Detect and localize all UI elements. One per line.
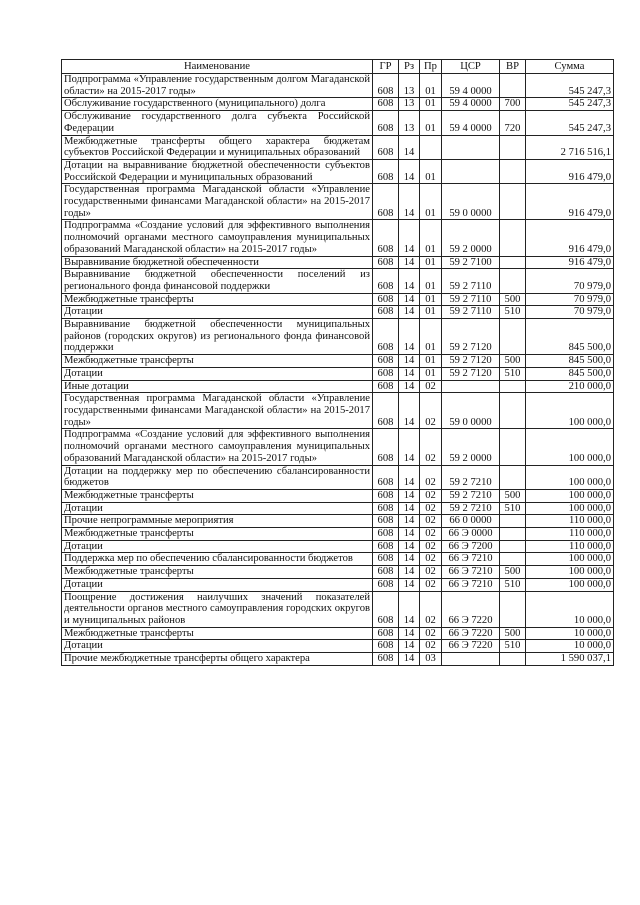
cell-name: Дотации на выравнивание бюджетной обеспеченности субъектов Российской Федерации и муниципальных образований (62, 159, 373, 183)
table-row (62, 380, 614, 393)
cell-pr: 01 (420, 367, 442, 380)
table-row (62, 553, 614, 566)
cell-rz: 14 (399, 640, 420, 653)
cell-gr: 608 (373, 591, 399, 627)
cell-name: Прочие межбюджетные трансферты общего характера (62, 653, 373, 666)
cell-pr: 01 (420, 159, 442, 183)
cell-sum: 100 000,0 (526, 429, 614, 465)
cell-vr: 720 (500, 111, 526, 135)
cell-csr: 66 Э 7220 (442, 591, 500, 627)
cell-rz: 14 (399, 293, 420, 306)
cell-rz: 13 (399, 111, 420, 135)
header-gr: ГР (373, 60, 399, 74)
cell-name: Обслуживание государственного долга субъекта Российской Федерации (62, 111, 373, 135)
cell-sum: 70 979,0 (526, 306, 614, 319)
cell-csr: 66 0 0000 (442, 515, 500, 528)
cell-csr: 59 4 0000 (442, 74, 500, 98)
cell-sum: 916 479,0 (526, 184, 614, 220)
cell-rz: 13 (399, 98, 420, 111)
cell-rz: 14 (399, 319, 420, 355)
cell-pr: 01 (420, 98, 442, 111)
cell-vr (500, 653, 526, 666)
cell-vr (500, 269, 526, 293)
table-row (62, 355, 614, 368)
cell-sum: 210 000,0 (526, 380, 614, 393)
cell-csr: 66 Э 7210 (442, 578, 500, 591)
table-row (62, 540, 614, 553)
cell-name: Государственная программа Магаданской области «Управление государственными финансами Магаданской области» на 2015-2017 годы» (62, 184, 373, 220)
cell-sum: 100 000,0 (526, 489, 614, 502)
cell-name: Подпрограмма «Управление государственным долгом Магаданской области» на 2015-2017 годы» (62, 74, 373, 98)
cell-csr: 59 0 0000 (442, 393, 500, 429)
cell-name: Дотации (62, 306, 373, 319)
cell-sum: 1 590 037,1 (526, 653, 614, 666)
table-row (62, 627, 614, 640)
table-row (62, 269, 614, 293)
cell-sum: 100 000,0 (526, 502, 614, 515)
cell-name: Межбюджетные трансферты общего характера бюджетам субъектов Российской Федерации и муниципальных образований (62, 135, 373, 159)
cell-vr (500, 515, 526, 528)
cell-vr: 510 (500, 367, 526, 380)
cell-vr (500, 380, 526, 393)
cell-sum: 110 000,0 (526, 540, 614, 553)
cell-pr: 02 (420, 393, 442, 429)
cell-pr: 02 (420, 591, 442, 627)
budget-table-page (61, 59, 613, 666)
cell-rz: 14 (399, 380, 420, 393)
cell-name: Поддержка мер по обеспечению сбалансированности бюджетов (62, 553, 373, 566)
header-rz: Рз (399, 60, 420, 74)
cell-csr: 59 2 7120 (442, 355, 500, 368)
cell-vr: 510 (500, 306, 526, 319)
cell-pr: 01 (420, 220, 442, 256)
cell-gr: 608 (373, 515, 399, 528)
cell-csr: 59 4 0000 (442, 98, 500, 111)
cell-csr: 66 Э 7220 (442, 627, 500, 640)
cell-vr (500, 256, 526, 269)
cell-gr: 608 (373, 566, 399, 579)
cell-gr: 608 (373, 465, 399, 489)
cell-vr (500, 393, 526, 429)
cell-rz: 14 (399, 566, 420, 579)
table-row (62, 528, 614, 541)
cell-pr: 02 (420, 627, 442, 640)
cell-pr: 02 (420, 515, 442, 528)
cell-vr: 500 (500, 566, 526, 579)
cell-sum: 845 500,0 (526, 367, 614, 380)
cell-vr: 510 (500, 578, 526, 591)
cell-gr: 608 (373, 640, 399, 653)
cell-sum: 100 000,0 (526, 566, 614, 579)
cell-gr: 608 (373, 429, 399, 465)
table-row (62, 319, 614, 355)
cell-sum: 916 479,0 (526, 256, 614, 269)
cell-name: Обслуживание государственного (муниципального) долга (62, 98, 373, 111)
cell-name: Подпрограмма «Создание условий для эффективного выполнения полномочий органами местного самоуправления муниципальных образований Магаданской области» на 2015-2017 годы» (62, 220, 373, 256)
table-row (62, 489, 614, 502)
table-row (62, 465, 614, 489)
cell-sum: 100 000,0 (526, 553, 614, 566)
table-row (62, 640, 614, 653)
table-row (62, 653, 614, 666)
cell-rz: 14 (399, 627, 420, 640)
cell-csr: 66 Э 7210 (442, 566, 500, 579)
cell-csr: 59 4 0000 (442, 111, 500, 135)
header-csr: ЦСР (442, 60, 500, 74)
cell-csr (442, 380, 500, 393)
cell-sum: 10 000,0 (526, 627, 614, 640)
cell-name: Иные дотации (62, 380, 373, 393)
cell-pr: 01 (420, 293, 442, 306)
cell-vr (500, 74, 526, 98)
cell-rz: 14 (399, 429, 420, 465)
cell-csr: 66 Э 0000 (442, 528, 500, 541)
table-row (62, 306, 614, 319)
cell-rz: 14 (399, 528, 420, 541)
cell-sum: 545 247,3 (526, 98, 614, 111)
cell-csr (442, 159, 500, 183)
table-row (62, 220, 614, 256)
cell-vr (500, 184, 526, 220)
cell-csr: 59 0 0000 (442, 184, 500, 220)
table-row (62, 98, 614, 111)
header-sum: Сумма (526, 60, 614, 74)
cell-vr: 500 (500, 355, 526, 368)
cell-csr: 59 2 7210 (442, 502, 500, 515)
cell-name: Межбюджетные трансферты (62, 528, 373, 541)
cell-sum: 10 000,0 (526, 640, 614, 653)
cell-rz: 14 (399, 159, 420, 183)
cell-vr (500, 540, 526, 553)
cell-name: Подпрограмма «Создание условий для эффективного выполнения полномочий органами местного самоуправления муниципальных образований Магаданской области» на 2015-2017 годы» (62, 429, 373, 465)
cell-sum: 70 979,0 (526, 269, 614, 293)
cell-rz: 14 (399, 578, 420, 591)
cell-csr: 59 2 0000 (442, 429, 500, 465)
cell-gr: 608 (373, 135, 399, 159)
table-row (62, 578, 614, 591)
cell-csr: 59 2 7110 (442, 269, 500, 293)
cell-vr (500, 135, 526, 159)
cell-sum: 110 000,0 (526, 515, 614, 528)
table-row (62, 367, 614, 380)
cell-csr (442, 653, 500, 666)
cell-sum: 545 247,3 (526, 74, 614, 98)
cell-name: Выравнивание бюджетной обеспеченности муниципальных районов (городских округов) из регионального фонда финансовой поддержки (62, 319, 373, 355)
cell-csr: 59 2 7120 (442, 319, 500, 355)
cell-gr: 608 (373, 74, 399, 98)
cell-csr: 66 Э 7220 (442, 640, 500, 653)
cell-name: Поощрение достижения наилучших значений показателей деятельности органов местного самоуправления городских округов и муниципальных районов (62, 591, 373, 627)
cell-pr: 02 (420, 566, 442, 579)
cell-gr: 608 (373, 540, 399, 553)
cell-name: Дотации (62, 578, 373, 591)
cell-rz: 14 (399, 515, 420, 528)
cell-pr: 02 (420, 640, 442, 653)
cell-rz: 14 (399, 306, 420, 319)
cell-name: Межбюджетные трансферты (62, 355, 373, 368)
cell-sum: 845 500,0 (526, 319, 614, 355)
cell-vr (500, 220, 526, 256)
cell-rz: 14 (399, 367, 420, 380)
cell-csr (442, 135, 500, 159)
cell-rz: 14 (399, 184, 420, 220)
cell-sum: 845 500,0 (526, 355, 614, 368)
cell-sum: 10 000,0 (526, 591, 614, 627)
cell-vr (500, 429, 526, 465)
cell-gr: 608 (373, 159, 399, 183)
cell-pr: 02 (420, 429, 442, 465)
cell-pr: 01 (420, 355, 442, 368)
cell-gr: 608 (373, 355, 399, 368)
cell-csr: 59 2 7210 (442, 489, 500, 502)
cell-gr: 608 (373, 319, 399, 355)
cell-pr: 02 (420, 465, 442, 489)
cell-vr (500, 465, 526, 489)
cell-sum: 916 479,0 (526, 220, 614, 256)
cell-rz: 14 (399, 220, 420, 256)
table-body (62, 74, 614, 666)
cell-csr: 59 2 7100 (442, 256, 500, 269)
cell-name: Государственная программа Магаданской области «Управление государственными финансами Магаданской области» на 2015-2017 годы» (62, 393, 373, 429)
table-row (62, 566, 614, 579)
cell-pr (420, 135, 442, 159)
cell-vr: 510 (500, 502, 526, 515)
cell-name: Выравнивание бюджетной обеспеченности поселений из регионального фонда финансовой поддержки (62, 269, 373, 293)
cell-name: Выравнивание бюджетной обеспеченности (62, 256, 373, 269)
cell-csr: 59 2 7120 (442, 367, 500, 380)
cell-rz: 14 (399, 135, 420, 159)
cell-sum: 100 000,0 (526, 578, 614, 591)
cell-sum: 70 979,0 (526, 293, 614, 306)
cell-gr: 608 (373, 553, 399, 566)
cell-gr: 608 (373, 306, 399, 319)
cell-sum: 545 247,3 (526, 111, 614, 135)
table-row (62, 502, 614, 515)
cell-gr: 608 (373, 184, 399, 220)
cell-csr: 59 2 7210 (442, 465, 500, 489)
cell-name: Прочие непрограммные мероприятия (62, 515, 373, 528)
table-row (62, 74, 614, 98)
cell-vr (500, 553, 526, 566)
cell-rz: 14 (399, 653, 420, 666)
cell-pr: 03 (420, 653, 442, 666)
cell-pr: 01 (420, 269, 442, 293)
cell-rz: 13 (399, 74, 420, 98)
cell-vr (500, 319, 526, 355)
cell-rz: 14 (399, 540, 420, 553)
cell-rz: 14 (399, 269, 420, 293)
cell-vr (500, 159, 526, 183)
cell-csr: 59 2 7110 (442, 306, 500, 319)
cell-name: Дотации (62, 502, 373, 515)
cell-pr: 02 (420, 578, 442, 591)
cell-rz: 14 (399, 553, 420, 566)
cell-name: Межбюджетные трансферты (62, 566, 373, 579)
cell-pr: 02 (420, 528, 442, 541)
cell-rz: 14 (399, 591, 420, 627)
table-row (62, 393, 614, 429)
cell-sum: 110 000,0 (526, 528, 614, 541)
cell-name: Межбюджетные трансферты (62, 627, 373, 640)
cell-pr: 01 (420, 256, 442, 269)
cell-pr: 02 (420, 540, 442, 553)
cell-gr: 608 (373, 220, 399, 256)
cell-gr: 608 (373, 269, 399, 293)
cell-gr: 608 (373, 393, 399, 429)
cell-gr: 608 (373, 653, 399, 666)
cell-rz: 14 (399, 355, 420, 368)
cell-gr: 608 (373, 111, 399, 135)
cell-sum: 100 000,0 (526, 465, 614, 489)
table-row (62, 429, 614, 465)
cell-pr: 02 (420, 380, 442, 393)
cell-name: Дотации (62, 367, 373, 380)
cell-vr (500, 528, 526, 541)
cell-gr: 608 (373, 367, 399, 380)
cell-gr: 608 (373, 627, 399, 640)
cell-csr: 66 Э 7210 (442, 553, 500, 566)
cell-rz: 14 (399, 489, 420, 502)
cell-csr: 59 2 7110 (442, 293, 500, 306)
cell-csr: 66 Э 7200 (442, 540, 500, 553)
cell-sum: 916 479,0 (526, 159, 614, 183)
cell-name: Дотации (62, 640, 373, 653)
header-pr: Пр (420, 60, 442, 74)
cell-rz: 14 (399, 465, 420, 489)
cell-vr: 500 (500, 627, 526, 640)
table-row (62, 159, 614, 183)
table-header-row (62, 60, 614, 74)
budget-table (61, 59, 614, 666)
cell-name: Дотации на поддержку мер по обеспечению сбалансированности бюджетов (62, 465, 373, 489)
table-row (62, 515, 614, 528)
cell-rz: 14 (399, 256, 420, 269)
cell-vr: 500 (500, 293, 526, 306)
cell-gr: 608 (373, 528, 399, 541)
cell-pr: 01 (420, 306, 442, 319)
cell-csr: 59 2 0000 (442, 220, 500, 256)
cell-pr: 01 (420, 184, 442, 220)
cell-vr: 700 (500, 98, 526, 111)
table-row (62, 111, 614, 135)
cell-rz: 14 (399, 502, 420, 515)
table-row (62, 135, 614, 159)
cell-rz: 14 (399, 393, 420, 429)
cell-pr: 02 (420, 502, 442, 515)
table-row (62, 591, 614, 627)
cell-gr: 608 (373, 380, 399, 393)
cell-gr: 608 (373, 578, 399, 591)
header-vr: ВР (500, 60, 526, 74)
cell-pr: 02 (420, 553, 442, 566)
cell-gr: 608 (373, 256, 399, 269)
cell-name: Межбюджетные трансферты (62, 489, 373, 502)
cell-pr: 02 (420, 489, 442, 502)
cell-gr: 608 (373, 293, 399, 306)
cell-name: Межбюджетные трансферты (62, 293, 373, 306)
table-row (62, 256, 614, 269)
cell-sum: 100 000,0 (526, 393, 614, 429)
cell-pr: 01 (420, 111, 442, 135)
cell-name: Дотации (62, 540, 373, 553)
cell-vr: 510 (500, 640, 526, 653)
cell-gr: 608 (373, 502, 399, 515)
cell-pr: 01 (420, 319, 442, 355)
cell-pr: 01 (420, 74, 442, 98)
cell-vr (500, 591, 526, 627)
table-row (62, 293, 614, 306)
header-name: Наименование (62, 60, 373, 74)
cell-gr: 608 (373, 98, 399, 111)
table-row (62, 184, 614, 220)
cell-vr: 500 (500, 489, 526, 502)
cell-gr: 608 (373, 489, 399, 502)
cell-sum: 2 716 516,1 (526, 135, 614, 159)
